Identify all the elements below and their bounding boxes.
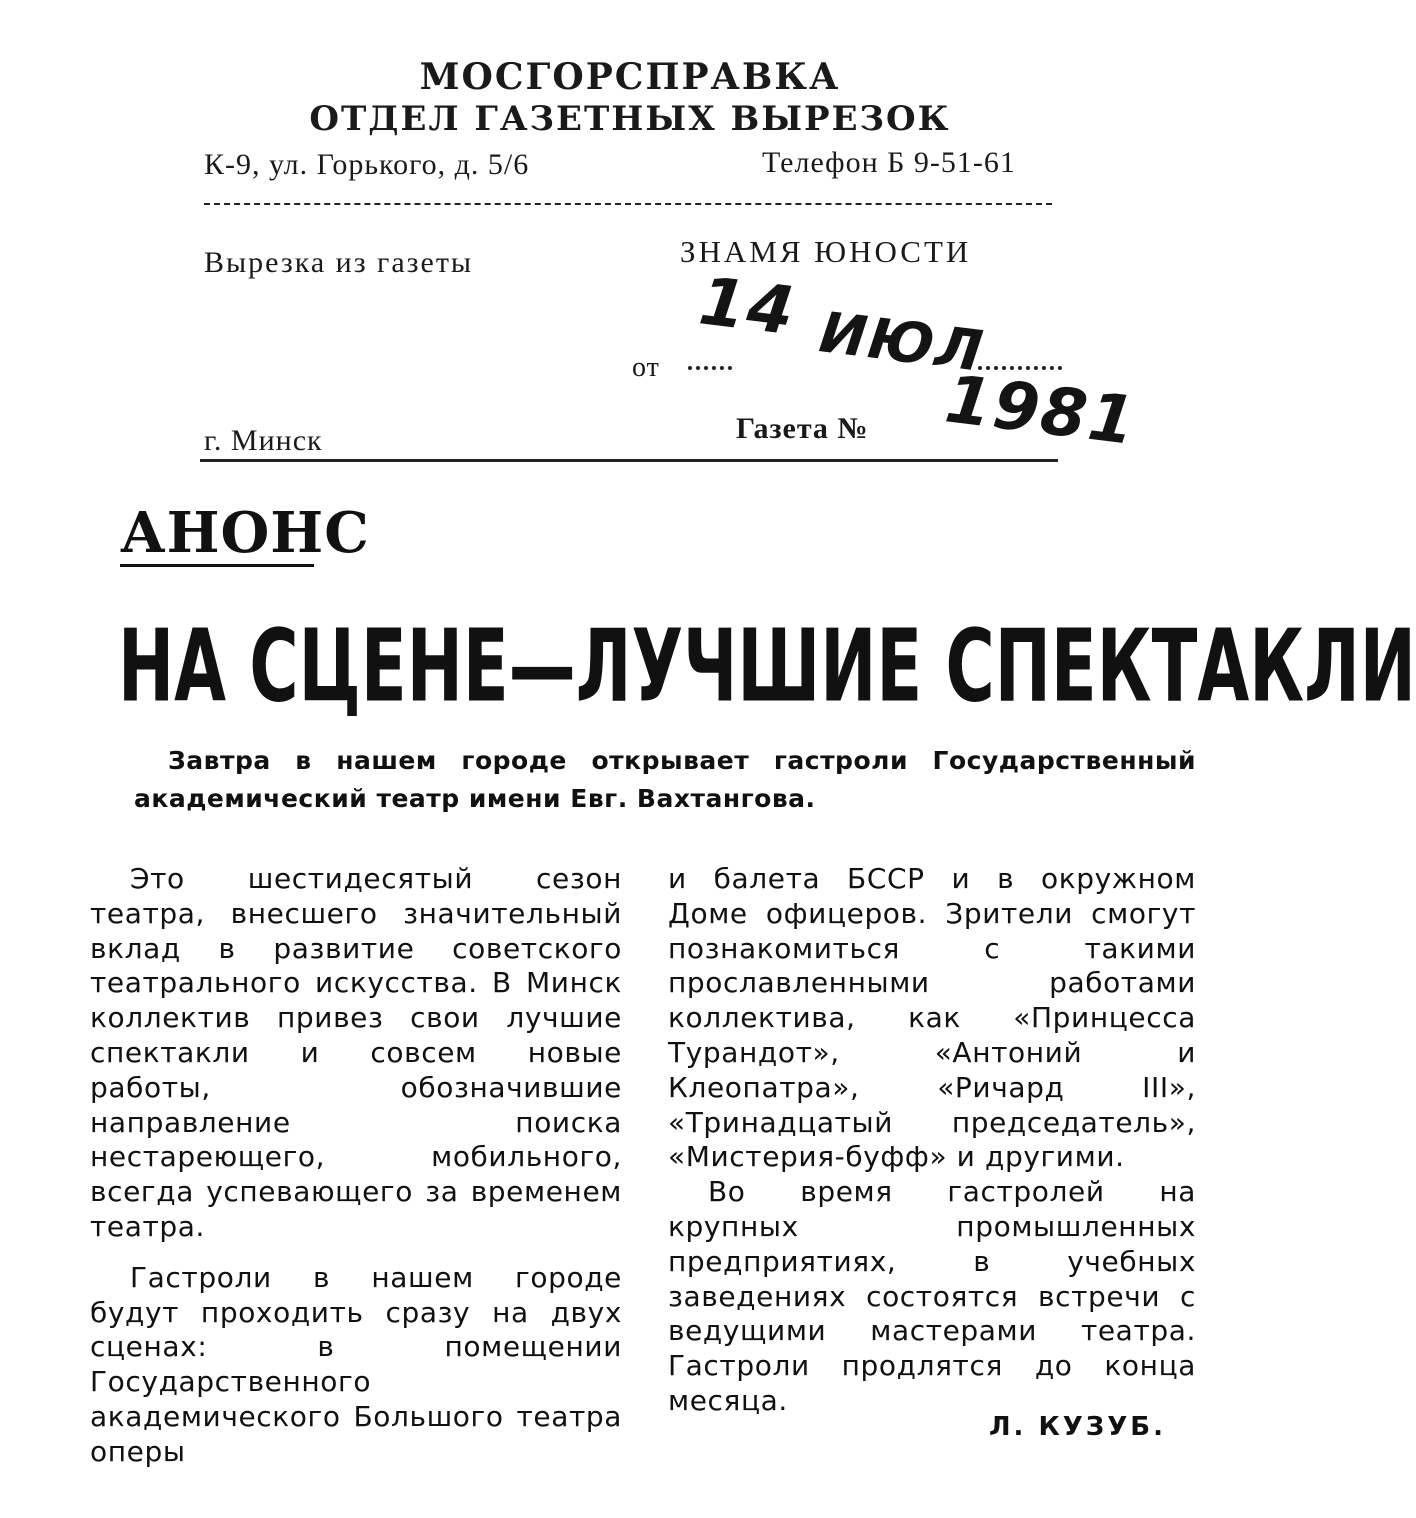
article-lead: Завтра в нашем городе открывает гастроли Государственный академический театр имени Евг. Вахтангова. xyxy=(134,746,1196,813)
newspaper-name: ЗНАМЯ ЮНОСТИ xyxy=(680,234,972,269)
article-paragraph: Во время гастролей на крупных промышленных предприятиях, в учебных заведениях состоятся встречи с ведущими мастерами театра. Гастроли продлятся до конца месяца. xyxy=(668,1175,1196,1417)
city-label: г. Минск xyxy=(204,424,323,457)
organization-title: МОСГОРСПРАВКА xyxy=(419,56,841,98)
bureau-phone: Телефон Б 9-51-61 xyxy=(762,146,1016,179)
rubric-label: АНОНС xyxy=(120,500,370,566)
gazeta-number-label: Газета № xyxy=(736,412,869,445)
header-bottom-rule xyxy=(200,459,1058,462)
article-paragraph: Гастроли в нашем городе будут проходить сразу на двух сценах: в помещении Государственного академического Большого театра оперы xyxy=(90,1260,622,1468)
article-paragraph: Это шестидесятый сезон театра, внесшего значительный вклад в развитие советского театрального искусства. В Минск коллектив привез свои лучшие спектакли и совсем новые работы, обозначившие направление поиска нестареющего, мобильного, всегда успевающего за временем театра. xyxy=(90,862,622,1243)
rubric-underline xyxy=(120,564,314,567)
article-author: Л. КУЗУБ. xyxy=(988,1412,1166,1442)
date-dotted-line xyxy=(688,366,732,370)
clipping-label: Вырезка из газеты xyxy=(204,246,474,279)
header-divider xyxy=(204,203,1052,205)
date-stamp-year: 1981 xyxy=(941,360,1141,461)
date-stamp-day: 14 xyxy=(695,262,800,351)
article-headline: НА СЦЕНЕ—ЛУЧШИЕ СПЕКТАКЛИ xyxy=(118,609,1416,726)
bureau-address: К-9, ул. Горького, д. 5/6 xyxy=(204,148,530,181)
department-title: ОТДЕЛ ГАЗЕТНЫХ ВЫРЕЗОК xyxy=(309,99,951,139)
date-from-label: от xyxy=(632,352,660,383)
article-column-right xyxy=(668,862,1196,1419)
date-stamp-month: ИЮЛ xyxy=(816,300,988,385)
article-paragraph: и балета БССР и в окружном Доме офицеров. Зрители смогут познакомиться с такими прославленными работами коллектива, как «Принцесса Турандот», «Антоний и Клеопатра», «Ричард III», «Тринадцатый председатель», «Мистерия-буфф» и другими. xyxy=(668,862,1196,1174)
article-column-left xyxy=(90,862,622,1470)
